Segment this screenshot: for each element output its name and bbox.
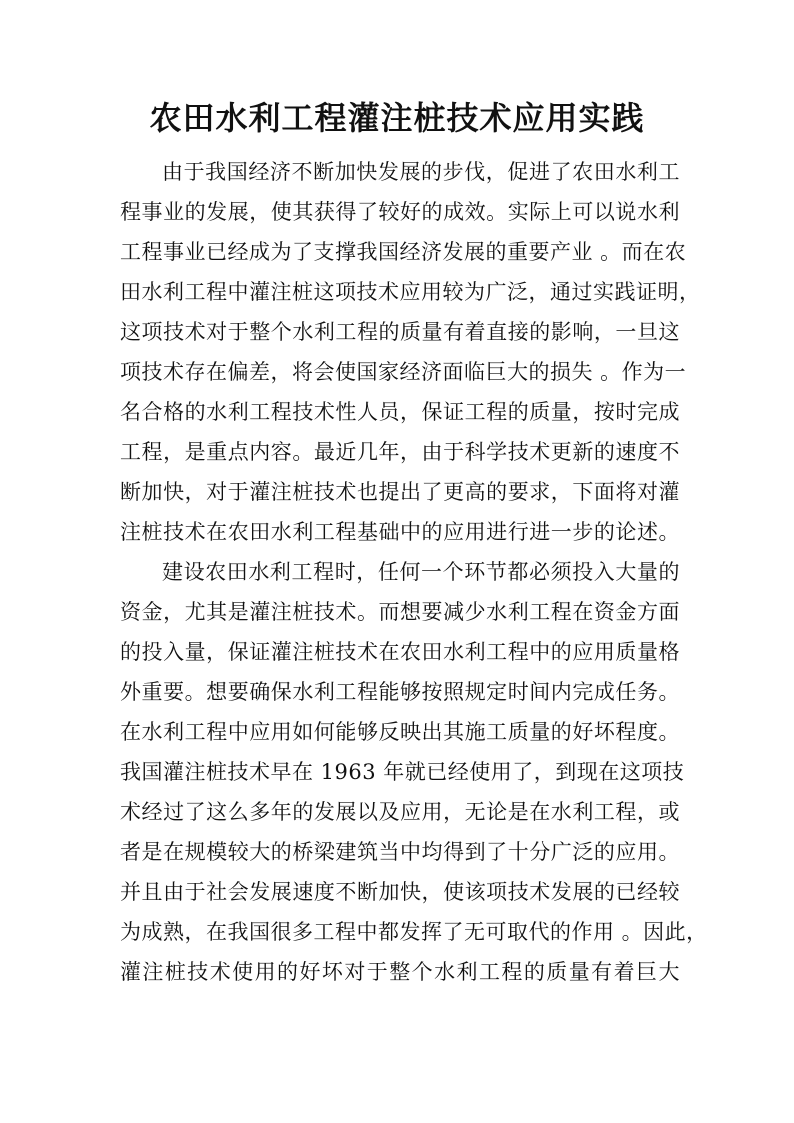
paragraph-1-line-6: 项技术存在偏差，将会使国家经济面临巨大的损失 。作为一 bbox=[120, 360, 687, 384]
paragraph-1-line-7: 名合格的水利工程技术性人员，保证工程的质量，按时完成 bbox=[120, 400, 680, 424]
paragraph-1-line-5: 这项技术对于整个水利工程的质量有着直接的影响，一旦这 bbox=[120, 320, 680, 344]
paragraph-2-line-10: 为成熟，在我国很多工程中都发挥了无可取代的作用 。因此， bbox=[120, 920, 708, 944]
paragraph-2-line-3: 的投入量，保证灌注桩技术在农田水利工程中的应用质量格 bbox=[120, 640, 680, 664]
paragraph-1-line-1: 由于我国经济不断加快发展的步伐，促进了农田水利工 bbox=[162, 160, 680, 184]
paragraph-2-line-5: 在水利工程中应用如何能够反映出其施工质量的好坏程度。 bbox=[120, 720, 680, 744]
paragraph-2-line-2: 资金，尤其是灌注桩技术。而想要减少水利工程在资金方面 bbox=[120, 600, 680, 624]
document-title: 农田水利工程灌注桩技术应用实践 bbox=[149, 99, 645, 137]
paragraph-1-line-9: 断加快，对于灌注桩技术也提出了更高的要求，下面将对灌 bbox=[120, 480, 680, 504]
document-body bbox=[120, 152, 708, 992]
paragraph-1-line-10: 注桩技术在农田水利工程基础中的应用进行进一步的论述。 bbox=[120, 520, 680, 544]
paragraph-2-line-7: 术经过了这么多年的发展以及应用，无论是在水利工程，或 bbox=[120, 800, 680, 824]
paragraph-2-line-9: 并且由于社会发展速度不断加快，使该项技术发展的已经较 bbox=[120, 880, 680, 904]
paragraph-2-line-8: 者是在规模较大的桥梁建筑当中均得到了十分广泛的应用。 bbox=[120, 840, 680, 864]
paragraph-2-line-1: 建设农田水利工程时，任何一个环节都必须投入大量的 bbox=[162, 560, 680, 584]
paragraph-2-line-4: 外重要。想要确保水利工程能够按照规定时间内完成任务。 bbox=[120, 680, 680, 704]
paragraph-2-line-6: 我国灌注桩技术早在 1963 年就已经使用了，到现在这项技 bbox=[120, 760, 685, 784]
paragraph-2-line-11: 灌注桩技术使用的好坏对于整个水利工程的质量有着巨大 bbox=[120, 960, 680, 984]
paragraph-1-line-2: 程事业的发展，使其获得了较好的成效。实际上可以说水利 bbox=[120, 200, 680, 224]
paragraph-1-line-8: 工程，是重点内容。最近几年，由于科学技术更新的速度不 bbox=[120, 440, 680, 464]
paragraph-1-line-4: 田水利工程中灌注桩这项技术应用较为广泛，通过实践证明， bbox=[120, 280, 701, 304]
paragraph-1-line-3: 工程事业已经成为了支撑我国经济发展的重要产业 。而在农 bbox=[120, 240, 687, 264]
